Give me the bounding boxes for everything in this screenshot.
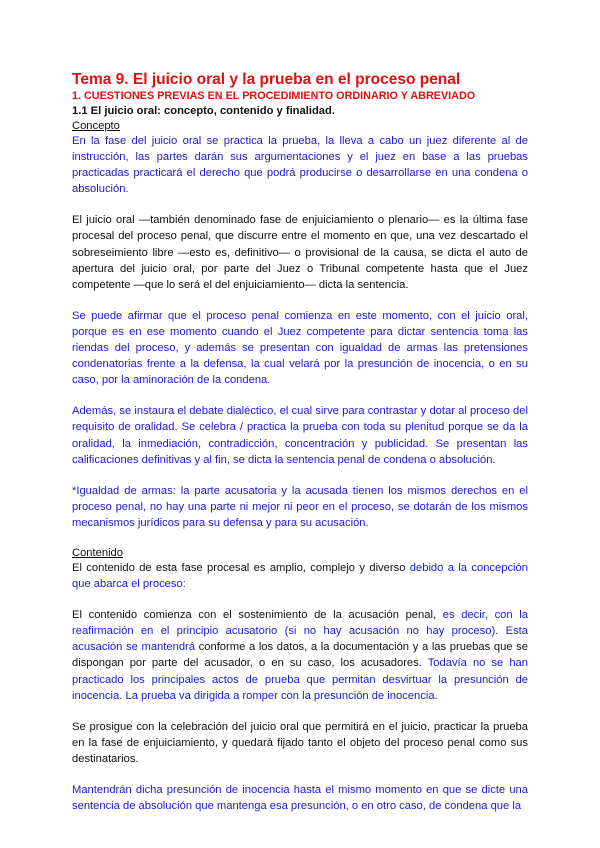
document-body (72, 70, 528, 814)
contenido-paragraph-4: Mantendrán dicha presunción de inocencia hasta el mismo momento en que se dicte una sentencia de absolución que mantenga esa presunción, o en otro caso, de condena que la (72, 784, 528, 813)
contenido-paragraph-3: Se prosigue con la celebración del juicio oral que permitirá en el juicio, practicar la prueba en la fase de enjuiciamiento, y quedará fijado tanto el objeto del proceso penal como sus destinatarios. (72, 720, 528, 765)
contenido-paragraph-1 (72, 560, 528, 592)
contenido-p2-black-b: conforme a los datos, a la documentación y a las pruebas que se dispongan por parte del acusador, o en su caso, los acusadores. (72, 641, 528, 670)
contenido-p2-black-a: El contenido comienza con el sostenimiento de la acusación penal, (72, 609, 443, 622)
contenido-p2-blue-b: Todavía no se han practicado los principales actos de prueba que permitan desvirtuar la presunción de inocencia. La prueba va dirigida a romper con la presunción de inocencia. (72, 657, 528, 702)
concepto-paragraph-1: En la fase del juicio oral se practica la prueba, la lleva a cabo un juez diferente al de instrucción, las partes darán sus argumentaciones y el juez en base a las pruebas practicadas practicará el derecho que podrá producirse o desarrollarse en una condena o absolución. (72, 135, 528, 196)
contenido-p1-black: El contenido de esta fase procesal es amplio, complejo y diverso (72, 561, 410, 574)
concepto-paragraph-4: Además, se instaura el debate dialéctico, el cual sirve para contrastar y dotar al proceso del requisito de oralidad. Se celebra / practica la prueba con toda su plenitud porque se da la oralidad, la inmediación, contradicción, concentración y publicidad. Se presentan las calificaciones definitivas y al fin, se dicta la sentencia penal de condena o absolución. (72, 405, 528, 466)
contenido-paragraph-2 (72, 607, 528, 704)
concepto-paragraph-3: Se puede afirmar que el proceso penal comienza en este momento, con el juicio oral, porque es en ese momento cuando el Juez competente para dictar sentencia toma las riendas del proceso, y además se presentan con igualdad de armas las pretensiones condenatorias frente a la defensa, la cual velará por la presunción de inocencia, o en su caso, por la aminoración de la condena. (72, 309, 528, 387)
subsection-heading: 1.1 El juicio oral: concepto, contenido y finalidad. (72, 105, 335, 117)
concepto-paragraph-2: El juicio oral —también denominado fase de enjuiciamiento o plenario— es la última fase procesal del proceso penal, que discurre entre el momento en que, una vez descartado el sobreseimiento libre —esto es, definitivo— o provisional de la causa, se dicta el auto de apertura del juicio oral, por parte del Juez o Tribunal competente hasta que el Juez competente —que lo será el del enjuiciamiento— dicta la sentencia. (72, 214, 528, 291)
contenido-label: Contenido (72, 546, 124, 559)
contenido-p1-blue: debido a la concepción que abarca el proceso: (72, 561, 528, 591)
section-heading: 1. CUESTIONES PREVIAS EN EL PROCEDIMIENTO ORDINARIO Y ABREVIADO (72, 90, 476, 102)
contenido-p2-blue-a: es decir, con la reafirmación en el principio acusatorio (si no hay acusación no hay proceso). Esta acusación se mantendrá (72, 609, 528, 654)
concepto-paragraph-5: *Igualdad de armas: la parte acusatoria y la acusada tienen los mismos derechos en el proceso penal, no hay una parte ni mejor ni peor en el proceso, se dotarán de los mismos mecanismos jurídicos para su defensa y para su acusación. (72, 484, 528, 529)
concepto-label: Concepto (72, 120, 120, 132)
document-title: Tema 9. El juicio oral y la prueba en el proceso penal (72, 71, 461, 88)
